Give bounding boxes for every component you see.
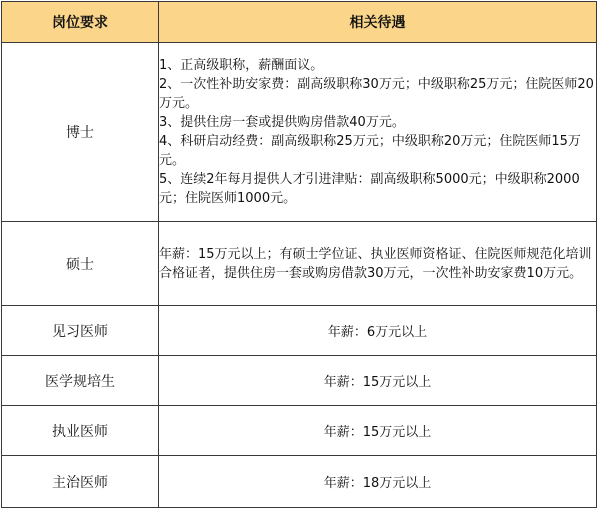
row-detail-shuoshi: 年薪：15万元以上；有硕士学位证、执业医师资格证、住院医师规范化培训合格证者，提供住房一套或购房借款30万元，一次性补助安家费10万元。 xyxy=(159,222,597,306)
table-row xyxy=(2,456,597,508)
table-row xyxy=(2,406,597,456)
table-row xyxy=(2,43,597,222)
benefits-table xyxy=(1,1,597,508)
row-label-zhiye: 执业医师 xyxy=(2,406,159,456)
header-benefits: 相关待遇 xyxy=(159,2,597,43)
table-row xyxy=(2,222,597,306)
boshi-item-2: 2、一次性补助安家费：副高级职称30万元；中级职称25万元；住院医师20万元。 xyxy=(159,77,594,111)
boshi-item-3: 3、提供住房一套或提供购房借款40万元。 xyxy=(159,115,405,130)
row-detail-jianxi: 年薪：6万元以上 xyxy=(159,306,597,356)
row-label-jianxi: 见习医师 xyxy=(2,306,159,356)
boshi-item-5: 5、连续2年每月提供人才引进津贴：副高级职称5000元；中级职称2000元；住院医师1000元。 xyxy=(159,172,580,206)
header-requirement: 岗位要求 xyxy=(2,2,159,43)
row-label-boshi: 博士 xyxy=(2,43,159,222)
row-detail-zhuzhi: 年薪：18万元以上 xyxy=(159,456,597,508)
table-row xyxy=(2,306,597,356)
table-header-row xyxy=(2,2,597,43)
row-label-shuoshi: 硕士 xyxy=(2,222,159,306)
row-label-zhuzhi: 主治医师 xyxy=(2,456,159,508)
table-row xyxy=(2,356,597,406)
row-detail-boshi xyxy=(159,43,597,222)
boshi-item-4: 4、科研启动经费：副高级职称25万元；中级职称20万元；住院医师15万元。 xyxy=(159,134,581,168)
row-label-guipei: 医学规培生 xyxy=(2,356,159,406)
row-detail-guipei: 年薪：15万元以上 xyxy=(159,356,597,406)
boshi-item-1: 1、正高级职称，薪酬面议。 xyxy=(159,58,324,73)
row-detail-zhiye: 年薪：15万元以上 xyxy=(159,406,597,456)
